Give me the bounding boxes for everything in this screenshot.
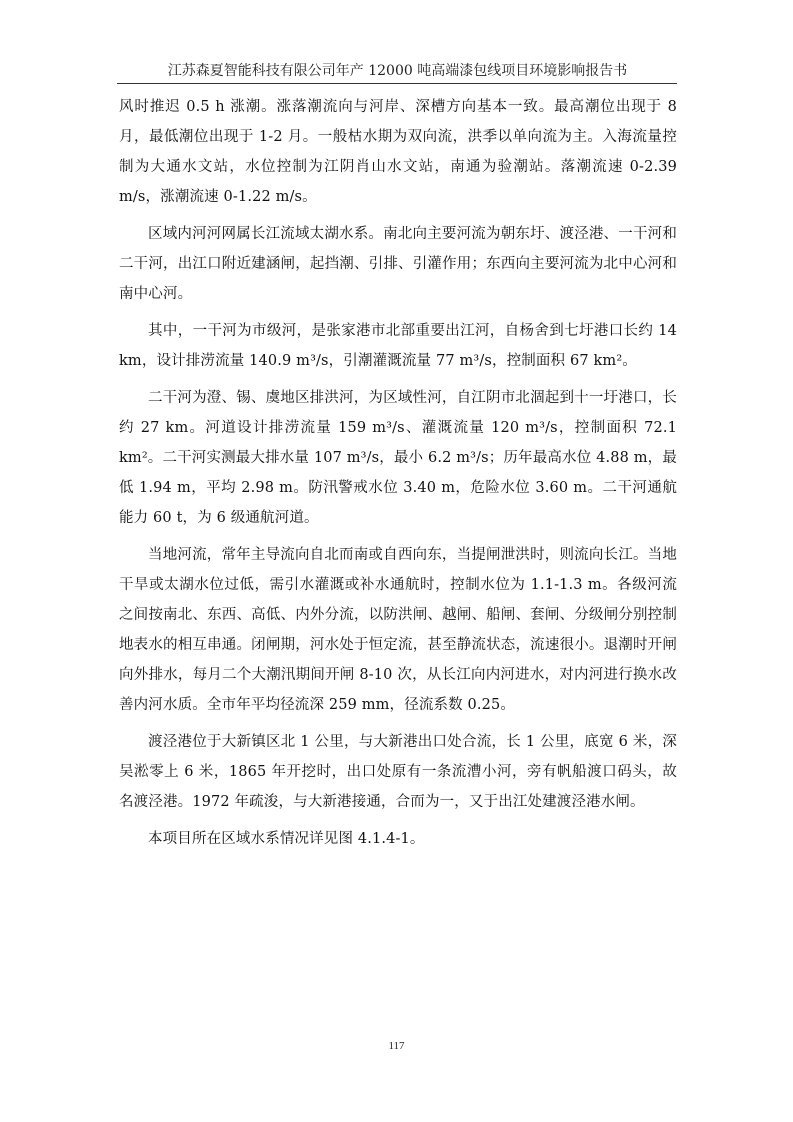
document-body [119,92,677,854]
paragraph-local-flow: 当地河流，常年主导流向自北而南或自西向东，当提闸泄洪时，则流向长江。当地干旱或太湖水位过低，需引水灌溉或补水通航时，控制水位为 1.1-1.3 m。各级河流之间按南北、东西、高低、内外分流，以防洪闸、越闸、船闸、套闸、分级闸分别控制地表水的相互串通。闭闸期，河水处于恒定流，甚至静流状态，流速很小。退潮时开闸向外排水，每月二个大潮汛期间开闸 8-10 次，从长江向内河进水，对内河进行换水改善内河水质。全市年平均径流深 259 mm，径流系数 0.25。 [119,547,677,713]
paragraph-river-network: 区域内河河网属长江流域太湖水系。南北向主要河流为朝东圩、渡泾港、一干河和二干河，出江口附近建涵闸，起挡潮、引排、引灌作用；东西向主要河流为北中心河和南中心河。 [119,226,677,302]
paragraph-yiganhe: 其中，一干河为市级河，是张家港市北部重要出江河，自杨舍到七圩港口长约 14 km，设计排涝流量 140.9 m³/s，引潮灌溉流量 77 m³/s，控制面积 67 km²。 [119,323,677,369]
paragraph-dujinggang: 渡泾港位于大新镇区北 1 公里，与大新港出口处合流，长 1 公里，底宽 6 米，深吴淞零上 6 米，1865 年开挖时，出口处原有一条流漕小河，旁有帆船渡口码头，故名渡泾港。1972 年疏浚，与大新港接通，合而为一，又于出江处建渡泾港水闸。 [119,734,677,810]
page-header: 江苏森夏智能科技有限公司年产 12000 吨高端漆包线项目环境影响报告书 [167,63,628,79]
paragraph-tide-continuation: 风时推迟 0.5 h 涨潮。涨落潮流向与河岸、深槽方向基本一致。最高潮位出现于 8 月，最低潮位出现于 1-2 月。一般枯水期为双向流，洪季以单向流为主。入海流量控制为大通水文站，水位控制为江阴肖山水文站，南通为验潮站。落潮流速 0-2.39 m/s，涨潮流速 0-1.22 m/s。 [119,99,677,205]
paragraph-erganhe: 二干河为澄、锡、虞地区排洪河，为区域性河，自江阴市北涸起到十一圩港口，长约 27 km。河道设计排涝流量 159 m³/s、灌溉流量 120 m³/s，控制面积 72.1 km²。二干河实测最大排水量 107 m³/s，最小 6.2 m³/s；历年最高水位 4.88 m，最低 1.94 m，平均 2.98 m。防汛警戒水位 3.40 m，危险水位 3.60 m。二干河通航能力 60 t，为 6 级通航河道。 [119,390,677,526]
header-divider [117,83,677,84]
page-number: 117 [388,1040,405,1052]
paragraph-figure-reference: 本项目所在区域水系情况详见图 4.1.4-1。 [148,831,425,847]
